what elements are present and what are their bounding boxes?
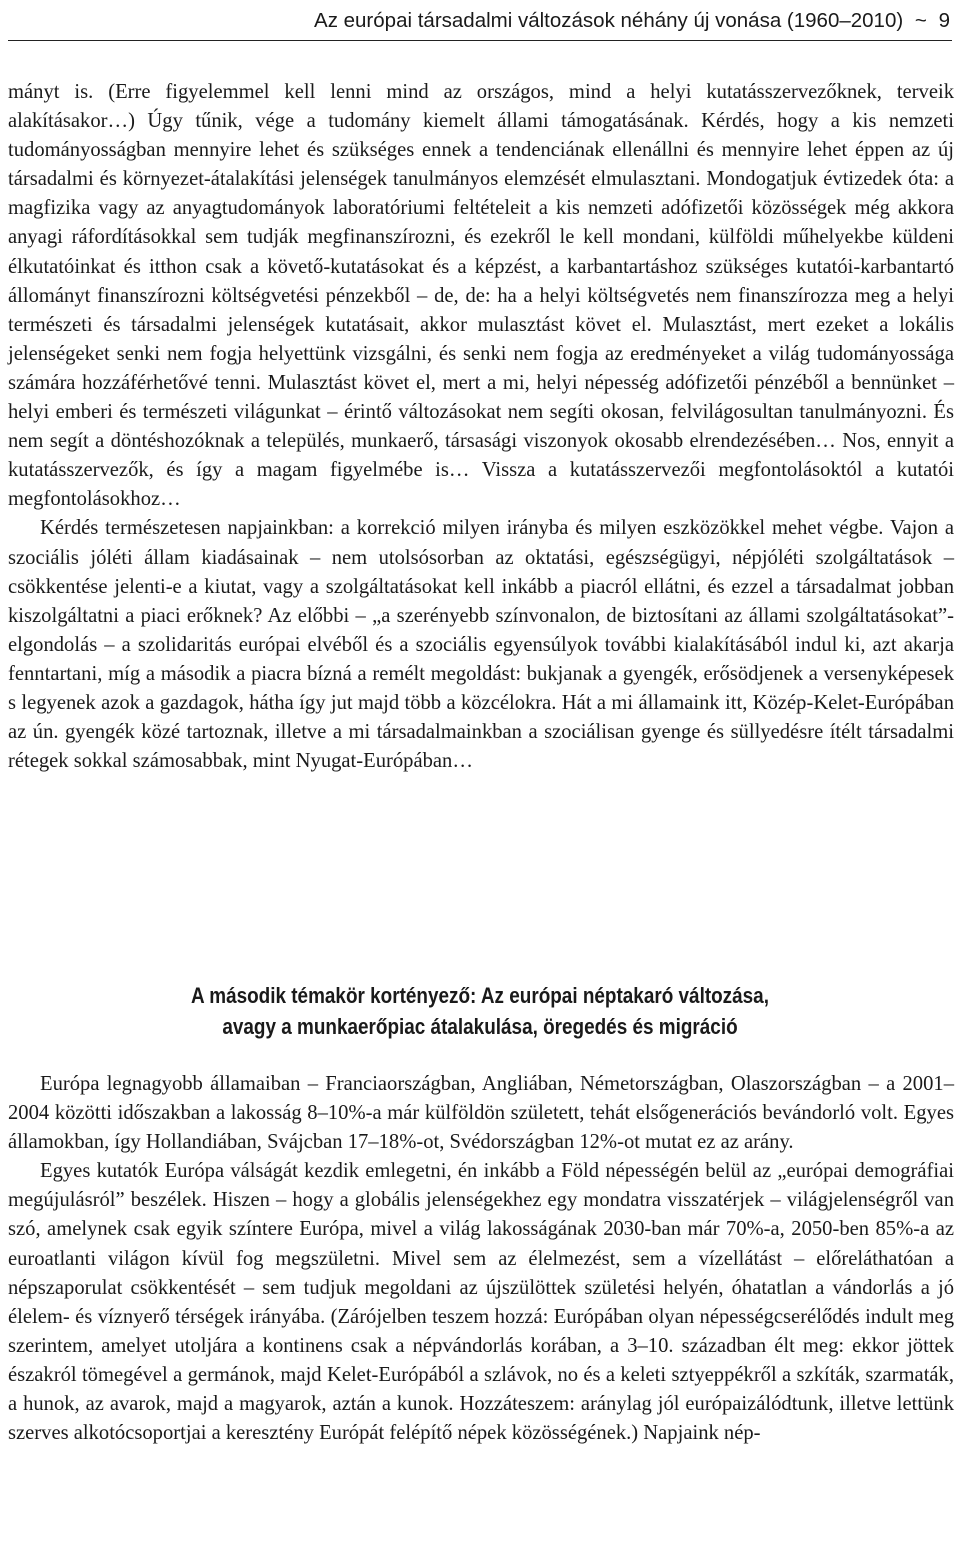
section-heading-line-1: A második témakör kortényező: Az európai néptakaró változása, bbox=[191, 983, 769, 1008]
page-number: 9 bbox=[938, 9, 950, 32]
section-heading-line-2: avagy a munkaerőpiac átalakulása, öregedés és migráció bbox=[222, 1014, 738, 1039]
paragraph: mányt is. (Erre figyelemmel kell lenni mind az országos, mind a helyi kutatásszervezőknek, terveik alakításakor…) Úgy tűnik, vége a tudomány kiemelt állami támogatásának. Kérdés, hogy a kis nemzeti tudományosságban mennyire lehet és szükséges ennek a tendenciának ellenállni és mennyire lehet éppen az új társadalmi és környezet-átalakítási jelenségek tanulmányos elemzését elmulasztani. Mondogatjuk évtizedek óta: a magfizika vagy az anyagtudományok laboratóriumi feltételeit a kis nemzeti adófizetői közösségek még akkora anyagi ráfordításokkal sem tudják megfinanszírozni, és ezekről le kell mondani, külföldi műhelyekbe küldeni élkutatóinkat és itthon csak a követő-kutatásokat és a képzést, a karbantartáshoz szükséges kutatói-karbantartó állományt finanszírozni költségvetési pénzekből – de, de: ha a helyi költségvetés nem finanszírozza meg a helyi természeti és társadalmi jelenségek kutatásait, akkor mulasztást követ el. Mulasztást, mert ezeket a lokális jelenségeket senki nem fogja helyettünk vizsgálni, és senki nem fogja az eredményeket a világ tudományossága számára hozzáférhetővé tenni. Mulasztást követ el, mert a mi, helyi népesség adófizetői pénzéből a bennünket – helyi emberi és természeti világunkat – érintő változásokat nem segíti okosan, felvilágosultan tanulmányozni. És nem segít a döntéshozóknak a település, munkaerő, társasági viszonyok okosabb elrendezésében… Nos, ennyit a kutatásszervezők, és így a magam figyelmébe is… Vissza a kutatásszervezői megfontolásoktól a kutatói megfontolásokhoz… bbox=[8, 81, 954, 511]
paragraph: Európa legnagyobb államaiban – Franciaországban, Angliában, Németországban, Olaszországban – a 2001–2004 közötti időszakban a lakosság 8–10%-a már külföldön született, tehát elsőgenerációs bevándorló volt. Egyes államokban, így Hollandiában, Svájcban 17–18%-ot, Svédországban 12%-ot mutat ez az arány. bbox=[8, 1073, 954, 1154]
running-header bbox=[8, 0, 952, 41]
running-title: Az európai társadalmi változások néhány új vonása (1960–2010) bbox=[314, 9, 904, 32]
section-heading bbox=[67, 980, 893, 1042]
paragraph: Egyes kutatók Európa válságát kezdik emlegetni, én inkább a Föld népességén belül az „európai demográfiai megújulásról” beszélek. Hiszen – hogy a globális jelenségekhez egy mondatra visszatérjek – világjelenségről van szó, amelynek csak egyik színtere Európa, mivel a világ lakosságának 2030-ban már 70%-a, 2050-ben 85%-a az euroatlanti világon kívül fog megszületni. Mivel sem az élelmezést, sem a vízellátást – előreláthatóan a népszaporulat csökkentését – sem tudjuk megoldani az újszülöttek születési helyén, óhatatlan a vándorlás a jó élelem- és víznyerő térségek irányába. (Zárójelben teszem hozzá: Európában olyan népességcserélődés indult meg szerintem, amelyet utoljára a kontinens csak a népvándorlás korában, a 3–10. században élt meg: ekkor jöttek északról tömegével a germánok, majd Kelet-Európából a szlávok, no és a keleti sztyeppékről a szkíták, szarmaták, a hunok, az avarok, majd a magyarok, aztán a kunok. Hozzáteszem: aránylag jól európaizálódtunk, illetve lettünk szerves alkotócsoportjai a keresztény Európát felépítő népek közösségének.) Napjaink nép- bbox=[8, 1160, 954, 1445]
body-text-section-1 bbox=[8, 78, 954, 776]
body-text-section-2 bbox=[8, 1070, 954, 1448]
paragraph: Kérdés természetesen napjainkban: a korrekció milyen irányba és milyen eszközökkel mehet végbe. Vajon a szociális jóléti állam kiadásainak – nem utolsósorban az oktatási, egészségügyi, népjóléti szolgáltatások – csökkentése jelenti-e a kiutat, vagy a szolgáltatásokat kell inkább a piacról ellátni, és ezzel a társadalmat jobban kiszolgáltatni a piaci erőknek? Az előbbi – „a szerényebb színvonalon, de biztosítani az állami szolgáltatásokat”-elgondolás – a szolidaritás európai elvéből és a szociális egyensúlyok további kialakításából indul ki, azt akarja fenntartani, míg a második a piacra bízná a remélt megoldást: bukjanak a gyengék, erősödjenek a versenyképesek s legyenek azok a gazdagok, hátha így jut majd több a közcélokra. Hát a mi államaink itt, Közép-Kelet-Európában az ún. gyengék közé tartoznak, illetve a mi társadalmainkban a szociálisan gyenge és süllyedésre ítélt társadalmi rétegek sokkal számosabbak, mint Nyugat-Európában… bbox=[8, 517, 954, 773]
header-separator: ~ bbox=[914, 9, 927, 32]
